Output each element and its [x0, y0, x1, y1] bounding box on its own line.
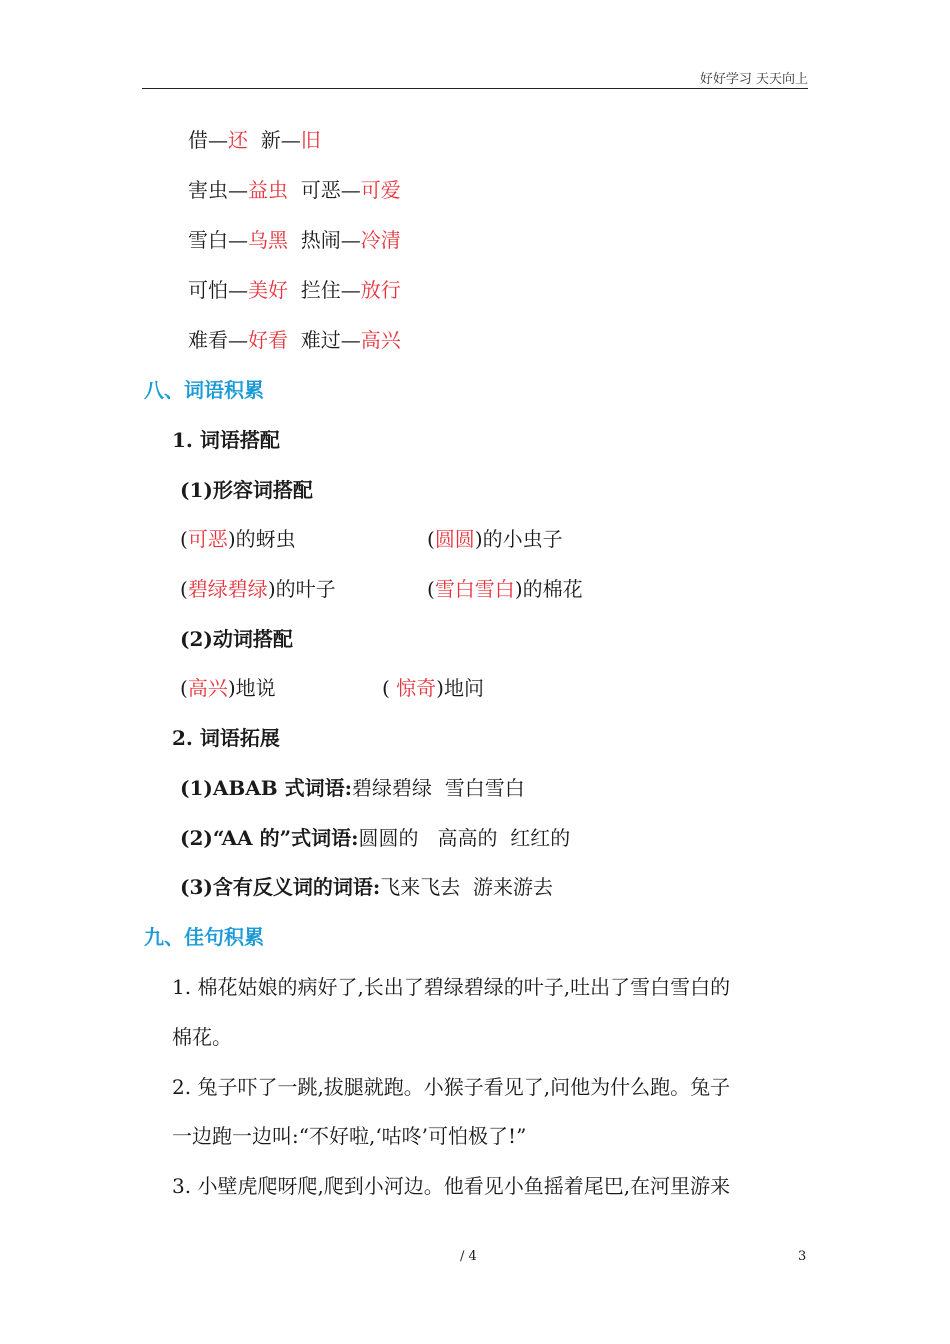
extension-item [180, 774, 525, 802]
antonym-answer: 益虫 [248, 178, 288, 202]
extension-label: (2)“AA 的”式词语: [180, 826, 359, 850]
antonym-word: 可怕— [188, 278, 248, 302]
antonym-word: 拦住— [300, 278, 361, 302]
antonym-row [188, 226, 401, 254]
section-title-8: 八、词语积累 [144, 378, 264, 402]
antonym-answer: 冷清 [360, 228, 401, 252]
subheading: (2)动词搭配 [180, 627, 293, 651]
antonym-row [188, 326, 401, 354]
page-number: 3 [798, 1249, 807, 1264]
page-total: / 4 [460, 1249, 477, 1264]
extension-label: (1)ABAB 式词语: [180, 776, 353, 800]
collocation-item [180, 674, 276, 702]
sentence-line: 1. 棉花姑娘的病好了,长出了碧绿碧绿的叶子,吐出了雪白雪白的 [172, 975, 731, 999]
antonym-answer: 可爱 [360, 178, 401, 202]
collocation-text: )地说 [227, 676, 276, 700]
antonym-answer: 旧 [300, 128, 321, 152]
antonym-row [188, 176, 401, 204]
extension-text: 圆圆的 高高的 红红的 [358, 826, 571, 850]
answer-word: 可恶 [187, 527, 228, 551]
collocation-text: )的小虫子 [474, 527, 563, 551]
sentence-line: 2. 兔子吓了一跳,拔腿就跑。小猴子看见了,问他为什么跑。兔子 [172, 1075, 731, 1099]
header-divider [142, 88, 808, 89]
antonym-answer: 好看 [248, 328, 288, 352]
sentence-line: 3. 小壁虎爬呀爬,爬到小河边。他看见小鱼摇着尾巴,在河里游来 [172, 1174, 731, 1198]
bracket: ( [382, 676, 397, 700]
antonym-word: 热闹— [300, 228, 361, 252]
header-text: 好好学习 天天向上 [699, 72, 808, 87]
extension-label: (3)含有反义词的词语: [180, 875, 381, 899]
answer-word: 碧绿碧绿 [187, 577, 268, 601]
collocation-item [180, 575, 336, 603]
antonym-row [188, 126, 321, 154]
antonym-answer: 还 [228, 128, 248, 152]
antonym-word: 难看— [188, 328, 248, 352]
collocation-text: )的蚜虫 [227, 527, 296, 551]
answer-word: 圆圆 [434, 527, 475, 551]
collocation-text: )的棉花 [514, 577, 583, 601]
antonym-answer: 美好 [248, 278, 288, 302]
extension-item [180, 873, 553, 901]
antonym-word: 借— [188, 128, 228, 152]
collocation-item [180, 525, 296, 553]
sentence-line: 一边跑一边叫:“不好啦,‘咕咚’可怕极了!” [172, 1124, 527, 1148]
bracket: ( [180, 527, 188, 551]
subheading: 2. 词语拓展 [172, 726, 280, 750]
collocation-item [427, 575, 583, 603]
sentence-line: 棉花。 [172, 1025, 232, 1049]
bracket: ( [427, 527, 435, 551]
antonym-row [188, 276, 401, 304]
answer-word: 惊奇 [396, 676, 437, 700]
extension-text: 碧绿碧绿 雪白雪白 [352, 776, 525, 800]
antonym-answer: 高兴 [360, 328, 401, 352]
answer-word: 雪白雪白 [434, 577, 515, 601]
antonym-answer: 乌黑 [248, 228, 288, 252]
section-title-9: 九、佳句积累 [144, 925, 264, 949]
antonym-word: 难过— [300, 328, 361, 352]
antonym-word: 雪白— [188, 228, 248, 252]
bracket: ( [180, 676, 188, 700]
extension-text: 飞来飞去 游来游去 [380, 875, 553, 899]
collocation-text: )地问 [436, 676, 484, 700]
bracket: ( [180, 577, 188, 601]
antonym-word: 可恶— [300, 178, 361, 202]
antonym-word: 新— [260, 128, 301, 152]
antonym-answer: 放行 [360, 278, 401, 302]
subheading: (1)形容词搭配 [180, 478, 313, 502]
bracket: ( [427, 577, 435, 601]
extension-item [180, 824, 570, 852]
collocation-item [427, 525, 563, 553]
collocation-text: )的叶子 [267, 577, 336, 601]
antonym-word: 害虫— [188, 178, 248, 202]
collocation-item [382, 674, 484, 702]
subheading: 1. 词语搭配 [172, 428, 280, 452]
answer-word: 高兴 [187, 676, 228, 700]
